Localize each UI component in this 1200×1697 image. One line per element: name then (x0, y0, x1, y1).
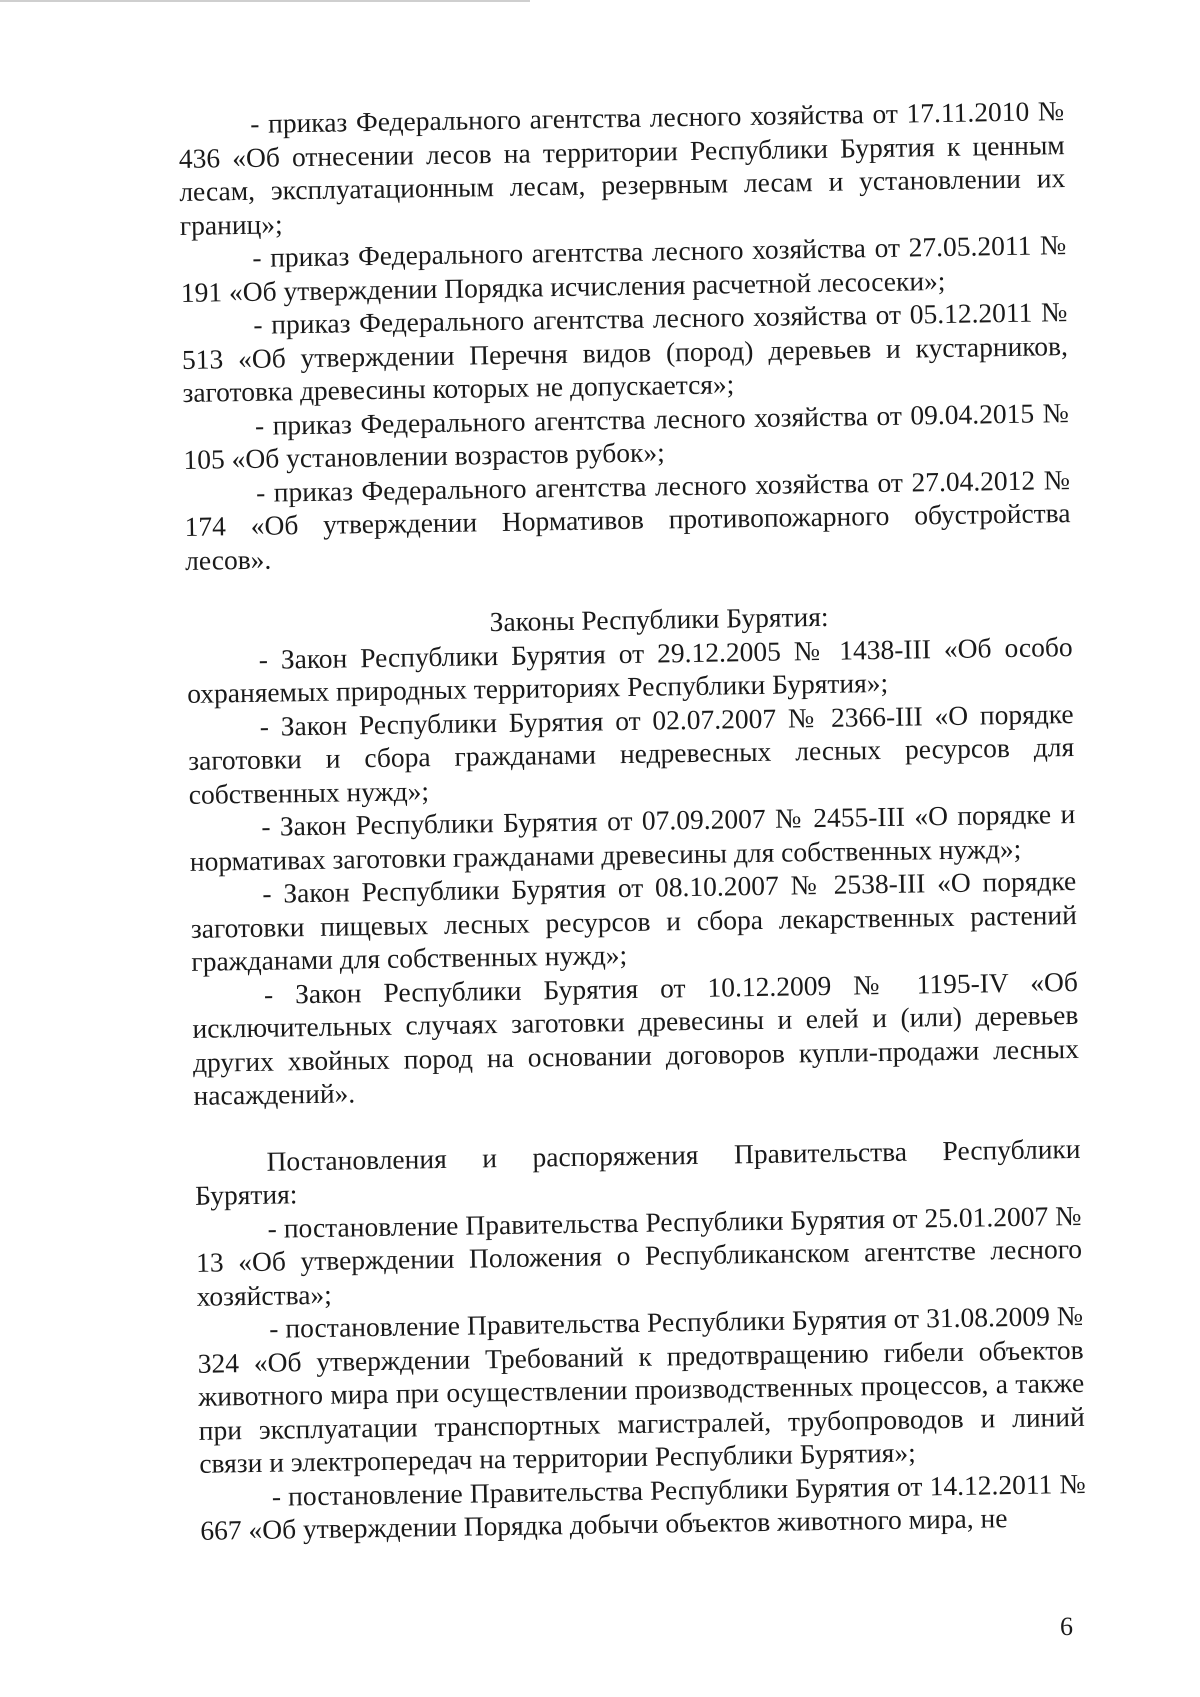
federal-order-item: - приказ Федерального агентства лесного хозяйства от 09.04.2015 № 105 «Об установлении возрастов рубок»; (183, 396, 1070, 475)
page-number: 6 (1060, 1612, 1073, 1641)
law-item: - Закон Республики Бурятия от 02.07.2007 № 2366-III «О порядке заготовки и сбора гражданами недревесных лесных ресурсов для собственных нужд»; (188, 697, 1075, 810)
law-item: - Закон Республики Бурятия от 10.12.2009 № 1195-IV «Об исключительных случаях заготовки древесины и елей и (или) деревьев других хвойных пород на основании договоров купли-продажи лесных насаждений». (192, 965, 1080, 1111)
scan-edge-line (0, 0, 530, 2)
government-act-item: - постановление Правительства Республики Бурятия от 14.12.2011 № 667 «Об утверждении Порядка добычи объектов животного мира, не (200, 1467, 1086, 1546)
law-item: - Закон Республики Бурятия от 08.10.2007 № 2538-III «О порядке заготовки пищевых лесных ресурсов и сбора лекарственных растений гражданами для собственных нужд»; (190, 864, 1078, 977)
federal-order-item: - приказ Федерального агентства лесного хозяйства от 27.04.2012 № 174 «Об утверждении Нормативов противопожарного обустройства лесов». (184, 463, 1071, 576)
laws-heading: Законы Республики Бурятия: (489, 600, 829, 638)
law-item: - Закон Республики Бурятия от 29.12.2005 № 1438-III «Об особо охраняемых природных территориях Республики Бурятия»; (186, 630, 1073, 709)
federal-order-item: - приказ Федерального агентства лесного хозяйства от 17.11.2010 № 436 «Об отнесении лесов на территории Республики Бурятия к ценным лесам, эксплуатационным лесам, резервным лесам и установлении их границ»; (178, 95, 1066, 241)
law-item: - Закон Республики Бурятия от 07.09.2007 № 2455-III «О порядке и нормативах заготовки гражданами древесины для собственных нужд»; (189, 797, 1076, 877)
government-act-item: - постановление Правительства Республики Бурятия от 31.08.2009 № 324 «Об утверждении Требований к предотвращению гибели объектов животного мира при осуществлении производственных процессов, а также при эксплуатации транспортных магистралей, трубопроводов и линий связи и электропередач на территории Республики Бурятия»; (197, 1299, 1085, 1479)
federal-order-item: - приказ Федерального агентства лесного хозяйства от 05.12.2011 № 513 «Об утверждении Перечня видов (пород) деревьев и кустарников, заготовка древесины которых не допускается»; (181, 296, 1069, 408)
government-act-item: - постановление Правительства Республики Бурятия от 25.01.2007 № 13 «Об утверждении Положения о Республиканском агентстве лесного хозяйства»; (195, 1199, 1083, 1312)
document-body (178, 94, 1087, 1547)
government-heading: Постановления и распоряжения Правительства Республики Бурятия: (194, 1132, 1081, 1211)
federal-order-item: - приказ Федерального агентства лесного хозяйства от 27.05.2011 № 191 «Об утверждении Порядка исчисления расчетной лесосеки»; (180, 229, 1067, 308)
